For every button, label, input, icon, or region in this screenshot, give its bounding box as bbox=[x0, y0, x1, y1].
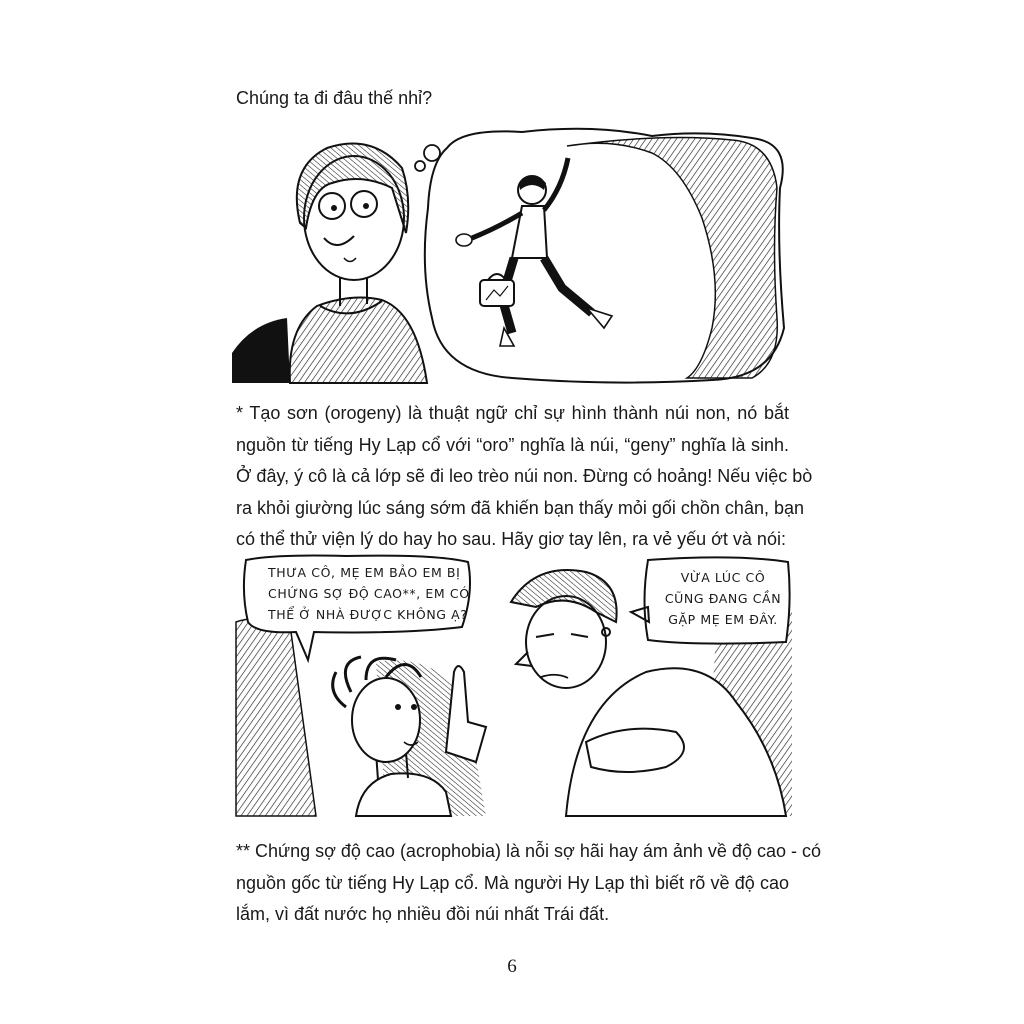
thought-bubble bbox=[415, 129, 784, 383]
speech-text-boy bbox=[268, 562, 470, 625]
footnote-orogeny bbox=[236, 398, 813, 556]
page-number: 6 bbox=[507, 956, 517, 977]
footnote-line: nguồn gốc từ tiếng Hy Lạp cổ. Mà người Hy Lạp thì biết rõ về độ cao bbox=[236, 872, 789, 893]
speech-line: GẶP MẸ EM ĐÂY. bbox=[668, 612, 778, 627]
speech-line: THƯA CÔ, MẸ EM BẢO EM BỊ bbox=[268, 565, 461, 580]
footnote-line: Ở đây, ý cô là cả lớp sẽ đi leo trèo núi non. Đừng có hoảng! Nếu việc bò bbox=[236, 466, 813, 486]
footnote-line: lắm, vì đất nước họ nhiều đồi núi nhất Trái đất. bbox=[236, 904, 610, 924]
footnote-line: có thể thử viện lý do hay ho sau. Hãy giơ tay lên, ra vẻ yếu ớt và nói: bbox=[236, 529, 786, 549]
footnote-acrophobia bbox=[236, 836, 821, 931]
footnote-line: ** Chứng sợ độ cao (acrophobia) là nỗi sợ hãi hay ám ảnh về độ cao - có bbox=[236, 841, 821, 861]
speech-text-teacher bbox=[658, 567, 788, 630]
speech-line: CHỨNG SỢ ĐỘ CAO**, EM CÓ bbox=[268, 586, 470, 601]
speech-line: VỪA LÚC CÔ bbox=[680, 570, 766, 585]
footnote-line: * Tạo sơn (orogeny) là thuật ngữ chỉ sự hình thành núi non, nó bắt bbox=[236, 403, 789, 423]
intro-text: Chúng ta đi đâu thế nhỉ? bbox=[236, 88, 433, 108]
footnote-line: ra khỏi giường lúc sáng sớm đã khiến bạn thấy mỏi gối chồn chân, bạn bbox=[236, 497, 804, 518]
footnote-line: nguồn từ tiếng Hy Lạp cổ với “oro” nghĩa là núi, “geny” nghĩa là sinh. bbox=[236, 434, 789, 455]
speech-line: CŨNG ĐANG CẦN bbox=[664, 591, 782, 606]
speech-line: THỂ Ở NHÀ ĐƯỢC KHÔNG Ạ? bbox=[268, 607, 468, 622]
girl-illustration bbox=[232, 144, 427, 384]
comic-panel-daydream bbox=[232, 128, 792, 383]
